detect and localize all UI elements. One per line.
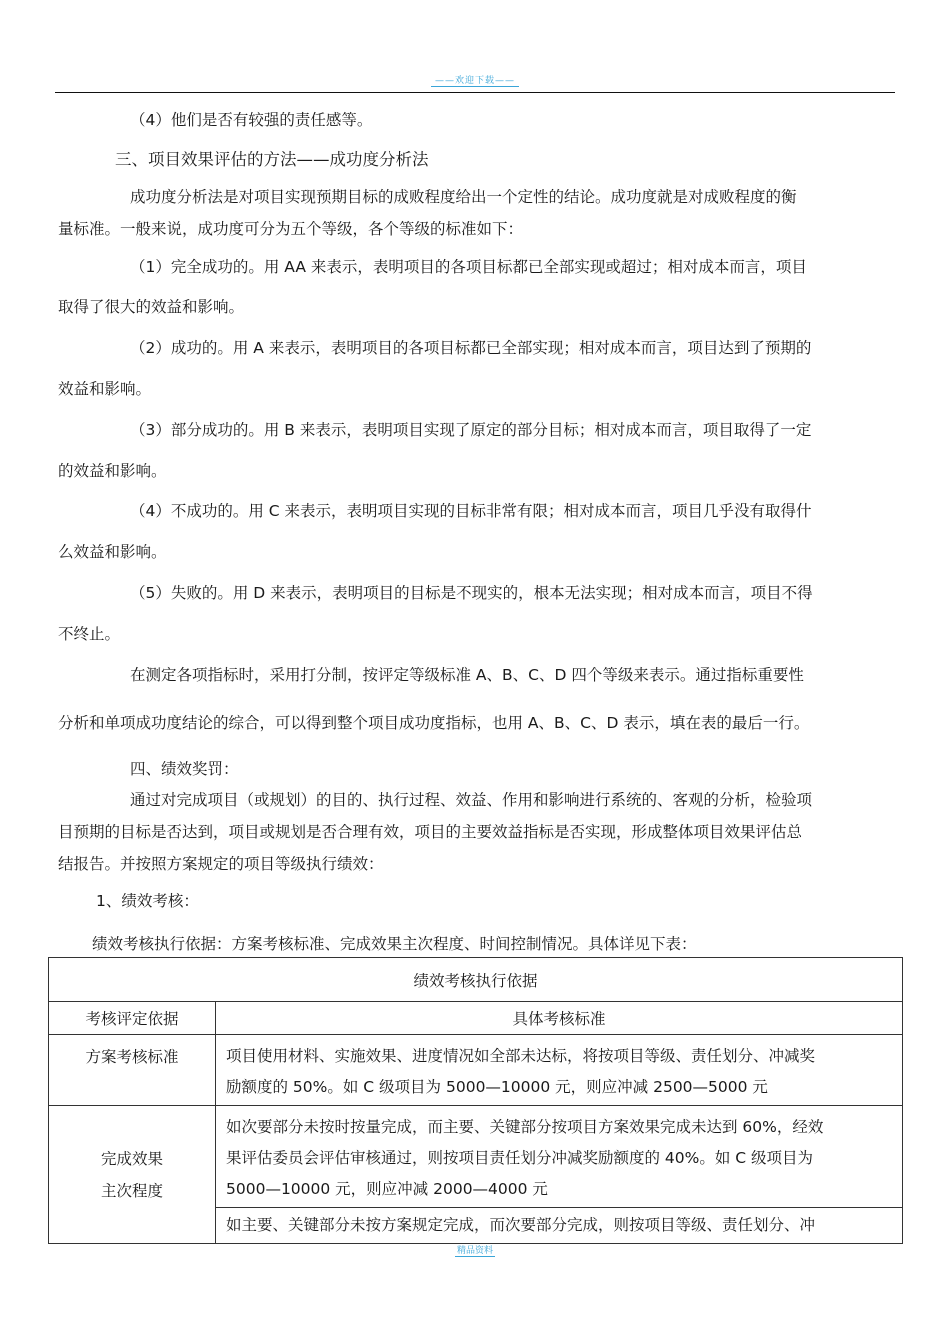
text-line: 成功度分析法是对项目实现预期目标的成败程度给出一个定性的结论。成功度就是对成败程度的衡 (130, 188, 797, 206)
table-row-label (49, 1106, 216, 1244)
label-line: 完成效果 (100, 1149, 163, 1168)
header-watermark: ——欢迎下载—— (0, 73, 950, 86)
header-rule (55, 92, 895, 93)
table-header-cell: 具体考核标准 (216, 1002, 903, 1035)
footer-watermark: 精品资料 (456, 1246, 493, 1256)
text-line: （1）完全成功的。用 AA 来表示，表明项目的各项目标都已全部实现或超过；相对成本而言，项目 (130, 258, 807, 276)
section-heading: 三、项目效果评估的方法——成功度分析法 (115, 150, 429, 169)
text-line: 的效益和影响。 (58, 462, 167, 480)
cell-line: 5000—10000 元，则应冲减 2000—4000 元 (226, 1180, 548, 1198)
text-line: （4）不成功的。用 C 来表示，表明项目实现的目标非常有限；相对成本而言，项目几乎没有取得什 (130, 502, 812, 520)
text-line: 通过对完成项目（或规划）的目的、执行过程、效益、作用和影响进行系统的、客观的分析，检验项 (130, 791, 813, 809)
text-line: （2）成功的。用 A 来表示，表明项目的各项目标都已全部实现；相对成本而言，项目达到了预期的 (130, 339, 812, 357)
text-line: 量标准。一般来说，成功度可分为五个等级，各个等级的标准如下： (58, 220, 524, 238)
text-line: 效益和影响。 (58, 380, 152, 398)
text-line: 目预期的目标是否达到，项目或规划是否合理有效，项目的主要效益指标是否实现，形成整体项目效果评估总 (58, 823, 803, 841)
text-line: 分析和单项成功度结论的综合，可以得到整个项目成功度指标，也用 A、B、C、D 表示，填在表的最后一行。 (58, 714, 810, 732)
table-cell (216, 1106, 903, 1208)
text-line: （3）部分成功的。用 B 来表示，表明项目实现了原定的部分目标；相对成本而言，项目取得了一定 (130, 421, 812, 439)
cell-line: 果评估委员会评估审核通过，则按项目责任划分冲减奖励额度的 40%。如 C 级项目为 (226, 1149, 814, 1167)
performance-table (48, 957, 903, 1244)
section-heading: 四、绩效奖罚： (130, 760, 239, 778)
table-header-cell: 考核评定依据 (49, 1002, 216, 1035)
cell-line: 项目使用材料、实施效果、进度情况如全部未达标，将按项目等级、责任划分、冲减奖 (226, 1047, 816, 1065)
subsection-heading: 1、绩效考核： (96, 892, 199, 910)
text-line: 结报告。并按照方案规定的项目等级执行绩效： (58, 855, 384, 873)
table-title: 绩效考核执行依据 (49, 958, 903, 1002)
cell-line: 励额度的 50%。如 C 级项目为 5000—10000 元，则应冲减 2500—5000 元 (226, 1078, 768, 1096)
label-line: 主次程度 (100, 1181, 163, 1200)
text-line: 么效益和影响。 (58, 543, 167, 561)
table-row-label: 方案考核标准 (49, 1035, 216, 1106)
text-line: （4）他们是否有较强的责任感等。 (130, 111, 373, 129)
cell-line: 如次要部分未按时按量完成，而主要、关键部分按项目方案效果完成未达到 60%，经效 (226, 1118, 824, 1136)
table-cell (216, 1035, 903, 1106)
table-cell (216, 1208, 903, 1244)
text-line: 在测定各项指标时，采用打分制，按评定等级标准 A、B、C、D 四个等级来表示。通过指标重要性 (130, 666, 804, 684)
text-line: （5）失败的。用 D 来表示，表明项目的目标是不现实的，根本无法实现；相对成本而言，项目不得 (130, 584, 813, 602)
text-line: 绩效考核执行依据：方案考核标准、完成效果主次程度、时间控制情况。具体详见下表： (92, 935, 697, 953)
text-line: 不终止。 (58, 625, 121, 643)
text-line: 取得了很大的效益和影响。 (58, 298, 245, 316)
cell-line: 如主要、关键部分未按方案规定完成，而次要部分完成，则按项目等级、责任划分、冲 (226, 1216, 816, 1234)
